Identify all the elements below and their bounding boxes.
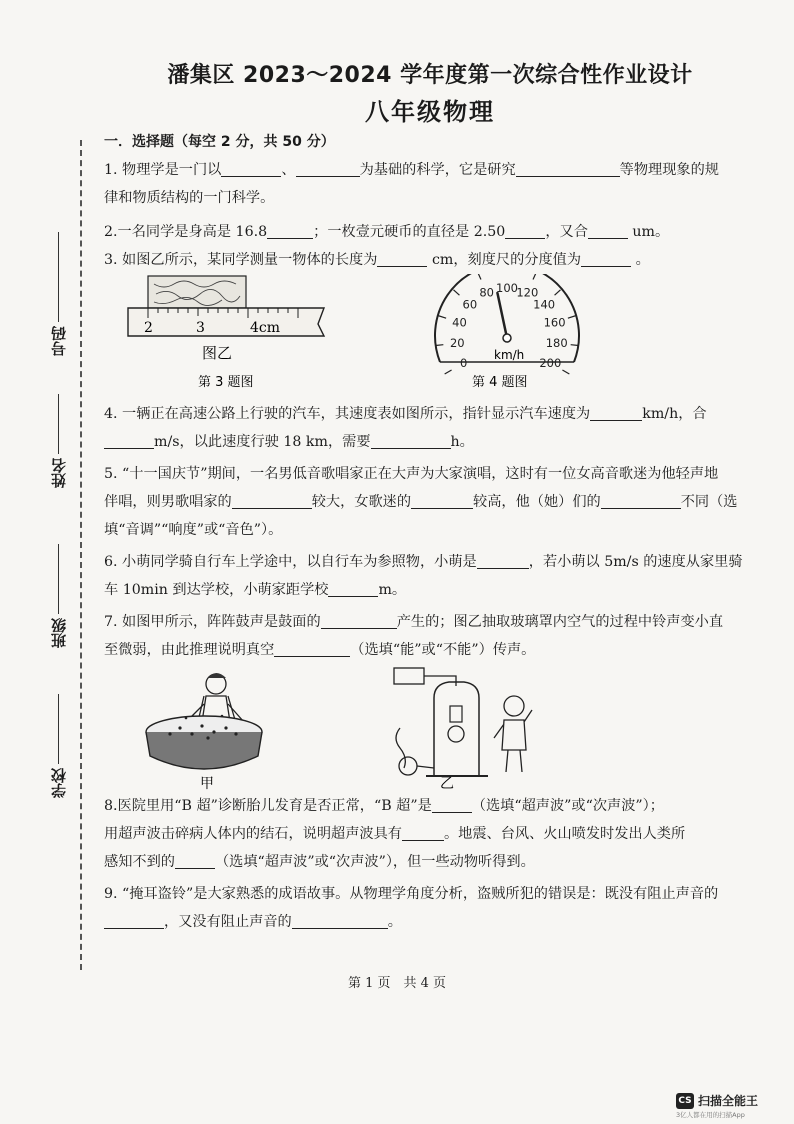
binding-strip bbox=[0, 0, 92, 1000]
figures-row-2 bbox=[104, 664, 754, 792]
speedometer-tick bbox=[445, 370, 452, 374]
speedometer-tick bbox=[435, 345, 443, 346]
camscanner-logo-icon: CS bbox=[676, 1093, 694, 1109]
speedometer-tick-label: 180 bbox=[545, 336, 568, 351]
speedometer-tick-label: 120 bbox=[516, 285, 539, 300]
speedometer-tick-label: 100 bbox=[496, 281, 518, 295]
question-8: 8.医院里用“B 超”诊断胎儿发育是否正常，“B 超”是 （选填“超声波”或“次声波”）； 用超声波击碎病人体内的结石，说明超声波具有 。地震、台风、火山喷发时发出人类所 感知不到的 （选填“超声波”或“次声波”），但一些动物听得到。 bbox=[104, 792, 754, 876]
question-4: 4. 一辆正在高速公路上行驶的汽车，其速度表如图所示，指针显示汽车速度为 km/h，合 m/s，以此速度行驶 18 km，需要 h。 bbox=[104, 400, 754, 456]
answer-blank[interactable] bbox=[292, 910, 388, 929]
question-5: 5. “十一国庆节”期间，一名男低音歌唱家正在大声为大家演唱，这时有一位女高音歌迷为他轻声地 伴唱，则男歌唱家的 较大，女歌迷的 较高，他（她）们的 不同（选 填“音调”“响度”或“音色”）。 bbox=[104, 466, 738, 538]
question-9: 9. “掩耳盗铃”是大家熟悉的成语故事。从物理学角度分析，盗贼所犯的错误是：既没有阻止声音的 ，又没有阻止声音的 。 bbox=[104, 886, 719, 930]
speedometer-tick-label: 60 bbox=[462, 297, 478, 312]
ruler-figure bbox=[128, 276, 324, 390]
answer-blank[interactable] bbox=[588, 220, 628, 239]
answer-blank[interactable] bbox=[581, 248, 631, 267]
page-footer: 第 1 页 共 4 页 bbox=[347, 976, 447, 991]
drum-figure bbox=[146, 673, 262, 792]
answer-blank[interactable] bbox=[232, 490, 312, 509]
answer-blank[interactable] bbox=[477, 550, 529, 569]
vacuum-pump bbox=[399, 757, 417, 775]
drum-body bbox=[146, 732, 262, 769]
answer-blank[interactable] bbox=[505, 220, 545, 239]
scanner-app-name: 扫描全能王 bbox=[698, 1094, 759, 1108]
cut-line bbox=[80, 140, 82, 970]
question-7: 7. 如图甲所示，阵阵鼓声是鼓面的 产生的；图乙抽取玻璃罩内空气的过程中铃声变小直 至微弱，由此推理说明真空 （选填“能”或“不能”）传声。 bbox=[104, 608, 754, 664]
exam-content bbox=[104, 128, 754, 936]
speedometer-tick bbox=[478, 274, 481, 280]
figure-ruler-and-speedometer bbox=[104, 274, 754, 400]
speedometer-tick bbox=[568, 316, 576, 318]
speedometer-tick bbox=[562, 370, 569, 374]
question-1: 1. 物理学是一门以 、 为基础的科学，它是研究 等物理现象的规 律和物质结构的一门科学。 bbox=[104, 156, 754, 212]
bell-jar bbox=[434, 682, 479, 776]
answer-blank[interactable] bbox=[601, 490, 681, 509]
speedometer-tick-label: 0 bbox=[460, 356, 468, 370]
figures-row-1 bbox=[104, 274, 754, 400]
ruler-caption: 第 3 题图 bbox=[198, 375, 254, 390]
answer-blank[interactable] bbox=[274, 638, 350, 657]
section-heading: 一．选择题（每空 2 分，共 50 分） bbox=[104, 134, 335, 150]
scanner-tagline: 3亿人都在用的扫描App bbox=[676, 1111, 745, 1119]
speedometer-tick-label: 80 bbox=[479, 285, 494, 300]
speedometer-figure bbox=[435, 274, 579, 390]
speedometer-tick-label: 20 bbox=[449, 336, 465, 351]
answer-blank[interactable] bbox=[175, 850, 215, 869]
answer-blank[interactable] bbox=[377, 248, 427, 267]
question-2: 2.一名同学是身高是 16.8 ；一枚壹元硬币的直径是 2.50 ，又合 um。 bbox=[104, 218, 754, 246]
ruler-tick-label: 3 bbox=[196, 320, 205, 336]
speedometer-tick bbox=[453, 290, 459, 295]
binding-label-school: 学校 bbox=[49, 768, 68, 798]
speedometer-tick bbox=[571, 345, 579, 346]
answer-blank[interactable] bbox=[328, 578, 378, 597]
speedometer-tick bbox=[555, 290, 561, 295]
speedometer-unit: km/h bbox=[494, 348, 525, 362]
speedometer-tick-label: 160 bbox=[543, 315, 566, 330]
binding-label-class: 班级 bbox=[49, 618, 68, 648]
answer-blank[interactable] bbox=[296, 158, 360, 177]
answer-blank[interactable] bbox=[267, 220, 313, 239]
speedometer-tick-label: 140 bbox=[533, 297, 556, 312]
bell-jar-figure bbox=[394, 668, 532, 792]
answer-blank[interactable] bbox=[411, 490, 473, 509]
ruler-figure-label: 图乙 bbox=[202, 344, 233, 362]
answer-blank[interactable] bbox=[402, 822, 444, 841]
ruler bbox=[128, 308, 324, 336]
figure-drum-and-bell-jar bbox=[104, 664, 754, 792]
scanner-watermark bbox=[676, 1092, 758, 1109]
exam-subtitle: 八年级物理 bbox=[365, 98, 495, 126]
binding-field-number bbox=[38, 228, 78, 356]
exam-title: 潘集区 2023～2024 学年度第一次综合性作业设计 bbox=[167, 63, 693, 88]
speedometer-tick bbox=[439, 316, 447, 318]
answer-blank[interactable] bbox=[221, 158, 281, 177]
ruler-tick-label: 2 bbox=[144, 320, 153, 336]
answer-blank[interactable] bbox=[104, 910, 164, 929]
binding-field-name bbox=[38, 390, 78, 488]
speedometer-tick bbox=[533, 274, 536, 280]
binding-field-class bbox=[38, 540, 78, 648]
speedometer-tick-label: 40 bbox=[452, 315, 467, 330]
question-3: 3. 如图乙所示，某同学测量一物体的长度为 cm，刻度尺的分度值为 。 bbox=[104, 246, 754, 274]
answer-blank[interactable] bbox=[321, 610, 397, 629]
speedometer-caption: 第 4 题图 bbox=[472, 375, 528, 390]
binding-label-name: 姓名 bbox=[49, 458, 68, 488]
answer-blank[interactable] bbox=[590, 402, 642, 421]
binding-label-number: 号码 bbox=[49, 326, 68, 356]
question-6: 6. 小萌同学骑自行车上学途中，以自行车为参照物，小萌是 ，若小萌以 5m/s 的速度从家里骑 车 10min 到达学校，小萌家距学校 m。 bbox=[104, 548, 754, 604]
speedometer-tick-label: 200 bbox=[539, 356, 562, 370]
answer-blank[interactable] bbox=[104, 430, 154, 449]
answer-blank[interactable] bbox=[371, 430, 451, 449]
bell-icon bbox=[448, 726, 464, 742]
drum-figure-label: 甲 bbox=[200, 776, 214, 792]
bell-jar-figure-label: 乙 bbox=[440, 776, 454, 792]
answer-blank[interactable] bbox=[516, 158, 620, 177]
speedometer-needle bbox=[497, 293, 507, 338]
answer-blank[interactable] bbox=[432, 794, 472, 813]
binding-field-school bbox=[38, 690, 78, 798]
ruler-tick-label: 4cm bbox=[250, 320, 281, 336]
